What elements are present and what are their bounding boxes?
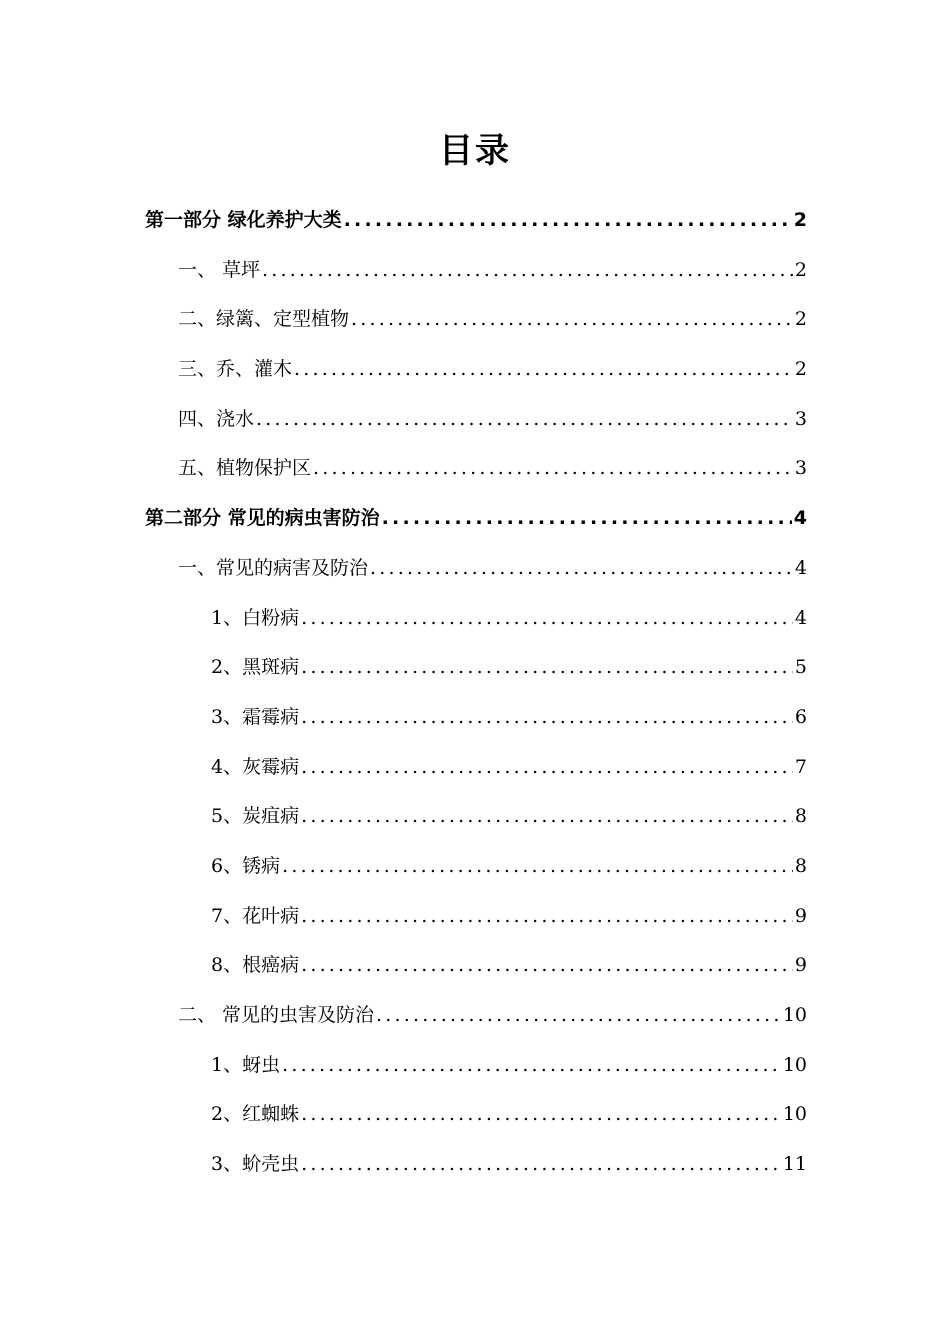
toc-entry-text: 7、花叶病 — [211, 904, 300, 927]
toc-page-number: 4 — [794, 606, 807, 629]
toc-entry[interactable] — [145, 444, 807, 494]
toc-entry[interactable] — [145, 1140, 807, 1190]
toc-entry-text: 1、白粉病 — [211, 606, 300, 629]
toc-dot-leader — [301, 643, 793, 693]
toc-page-number: 10 — [782, 1053, 807, 1076]
toc-entry-text: 四、浇水 — [178, 407, 255, 430]
toc-entry-text: 3、霜霉病 — [211, 705, 300, 728]
toc-dot-leader — [351, 295, 793, 345]
toc-entry-text: 二、绿篱、定型植物 — [178, 308, 350, 331]
toc-dot-leader — [301, 1140, 781, 1190]
toc-page-number: 10 — [782, 1004, 807, 1026]
toc-dot-leader — [370, 544, 793, 594]
toc-page-number: 2 — [793, 209, 807, 231]
toc-dot-leader — [301, 594, 793, 644]
toc-entry[interactable] — [145, 991, 807, 1041]
toc-entry[interactable] — [145, 594, 807, 644]
toc-page-number: 11 — [782, 1153, 807, 1176]
toc-entry-text: 6、锈病 — [211, 854, 281, 877]
toc-entry-text: 4、灰霉病 — [211, 755, 300, 778]
toc-page-number: 3 — [794, 457, 807, 480]
toc-page-number: 9 — [794, 954, 807, 977]
toc-entry-text: 一、常见的病害及防治 — [178, 556, 369, 579]
toc-dot-leader — [262, 246, 793, 296]
toc-page-number: 4 — [794, 556, 807, 579]
toc-entry[interactable] — [145, 295, 807, 345]
toc-entry-text: 二、 常见的虫害及防治 — [178, 1004, 375, 1026]
toc-page-number: 3 — [794, 407, 807, 430]
toc-dot-leader — [282, 842, 793, 892]
toc-dot-leader — [301, 892, 793, 942]
toc-page-number: 5 — [794, 656, 807, 679]
toc-dot-leader — [301, 792, 793, 842]
toc-entry-text: 2、红蜘蛛 — [211, 1103, 300, 1126]
toc-entry[interactable] — [145, 246, 807, 296]
toc-dot-leader — [282, 1041, 781, 1091]
toc-entry[interactable] — [145, 693, 807, 743]
toc-entry-text: 8、根癌病 — [211, 954, 300, 977]
toc-entry-text: 三、乔、灌木 — [178, 358, 293, 381]
toc-entry[interactable] — [145, 1090, 807, 1140]
toc-page-number: 2 — [794, 258, 807, 281]
toc-page-number: 6 — [794, 705, 807, 728]
toc-dot-leader — [313, 444, 793, 494]
toc-page-number: 9 — [794, 904, 807, 927]
toc-dot-leader — [301, 1090, 781, 1140]
toc-page-number: 2 — [794, 358, 807, 381]
toc-entry-text: 5、炭疽病 — [211, 805, 300, 828]
toc-page-number: 8 — [794, 854, 807, 877]
toc-entry[interactable] — [145, 842, 807, 892]
toc-title: 目录 — [439, 131, 511, 171]
toc-entry-text: 2、黑斑病 — [211, 656, 300, 679]
toc-entry-text: 第二部分 常见的病虫害防治 — [145, 507, 380, 530]
toc-entry-text: 1、蚜虫 — [211, 1053, 281, 1076]
toc-dot-leader — [301, 743, 793, 793]
toc-entry[interactable] — [145, 1041, 807, 1091]
toc-dot-leader — [256, 395, 793, 445]
toc-list — [145, 196, 807, 1190]
toc-dot-leader — [376, 991, 781, 1041]
toc-entry[interactable] — [145, 544, 807, 594]
toc-dot-leader — [382, 494, 792, 544]
toc-entry[interactable] — [145, 941, 807, 991]
toc-entry[interactable] — [145, 743, 807, 793]
toc-entry-text: 一、 草坪 — [178, 258, 261, 281]
toc-dot-leader — [301, 941, 793, 991]
toc-entry[interactable] — [145, 196, 807, 246]
toc-page-number: 10 — [782, 1103, 807, 1126]
toc-page-number: 2 — [794, 308, 807, 331]
toc-page-number: 8 — [794, 805, 807, 828]
toc-entry[interactable] — [145, 345, 807, 395]
toc-entry[interactable] — [145, 792, 807, 842]
toc-dot-leader — [301, 693, 793, 743]
toc-entry[interactable] — [145, 892, 807, 942]
toc-entry[interactable] — [145, 643, 807, 693]
toc-entry[interactable] — [145, 494, 807, 544]
toc-dot-leader — [294, 345, 793, 395]
toc-page-number: 7 — [794, 755, 807, 778]
toc-entry[interactable] — [145, 395, 807, 445]
toc-entry-text: 五、植物保护区 — [178, 457, 312, 480]
toc-entry-text: 第一部分 绿化养护大类 — [145, 209, 342, 231]
toc-entry-text: 3、蚧壳虫 — [211, 1153, 300, 1176]
toc-page-number: 4 — [793, 507, 807, 530]
toc-dot-leader — [344, 196, 792, 246]
